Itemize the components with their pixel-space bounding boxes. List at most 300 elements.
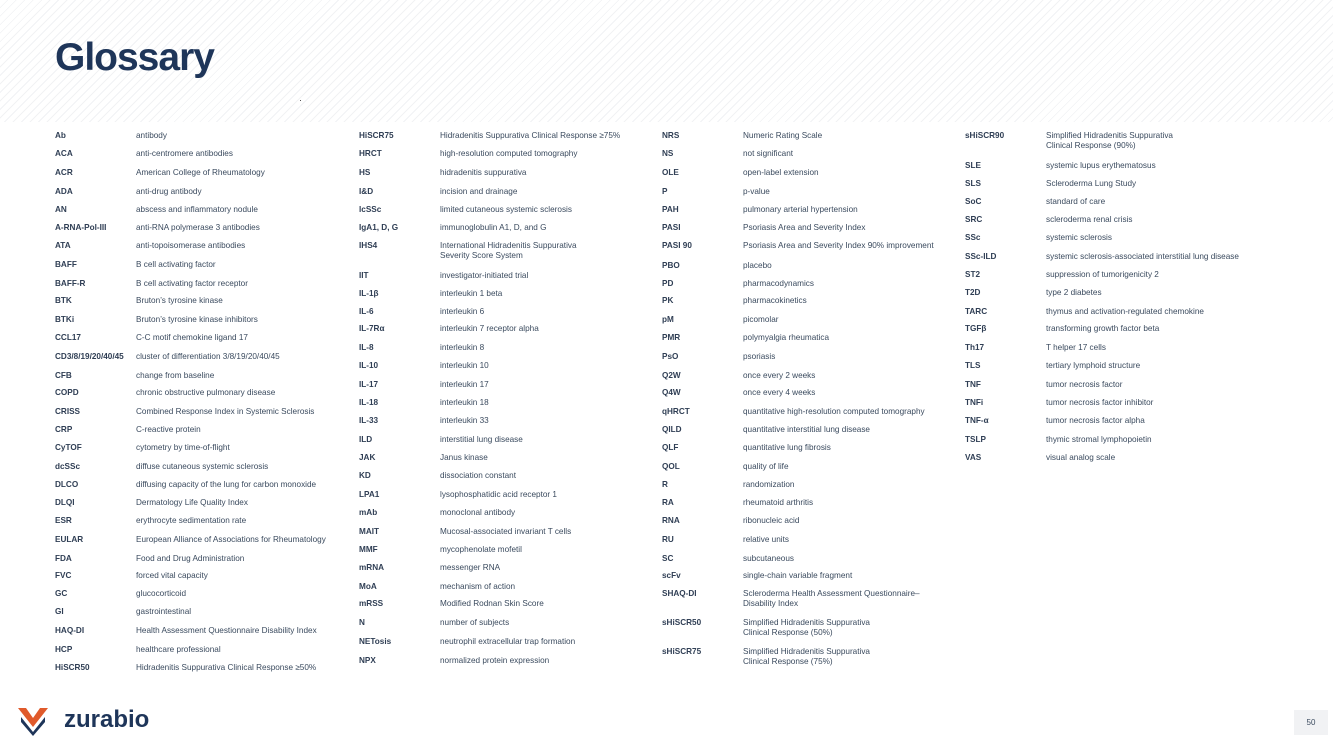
glossary-abbreviation: RU	[662, 535, 674, 544]
glossary-abbreviation: ACA	[55, 149, 73, 158]
glossary-definition: suppression of tumorigenicity 2	[1046, 270, 1159, 279]
glossary-definition: Mucosal-associated invariant T cells	[440, 527, 572, 536]
glossary-entry	[55, 554, 244, 564]
glossary-entry	[55, 187, 202, 197]
glossary-abbreviation: IL-17	[359, 380, 379, 389]
glossary-entry	[359, 471, 516, 481]
glossary-entry	[965, 270, 1159, 280]
glossary-entry	[359, 527, 571, 537]
glossary-entry	[662, 296, 807, 306]
glossary-abbreviation: ST2	[965, 270, 981, 279]
glossary-entry	[662, 352, 775, 362]
glossary-entry	[359, 168, 526, 178]
glossary-entry	[359, 637, 575, 647]
glossary-abbreviation: JAK	[359, 453, 376, 462]
glossary-entry	[662, 407, 925, 417]
glossary-entry	[359, 490, 557, 500]
glossary-definition: tumor necrosis factor	[1046, 380, 1123, 389]
glossary-definition: quantitative high-resolution computed tomography	[743, 407, 925, 416]
glossary-definition: mechanism of action	[440, 582, 516, 591]
glossary-entry	[359, 205, 572, 215]
glossary-definition: quality of life	[743, 462, 789, 471]
glossary-entry	[662, 371, 815, 381]
glossary-abbreviation: RA	[662, 498, 674, 507]
glossary-entry	[55, 607, 191, 617]
glossary-definition: tumor necrosis factor inhibitor	[1046, 398, 1154, 407]
glossary-definition: forced vital capacity	[136, 571, 208, 580]
glossary-abbreviation: IL-18	[359, 398, 379, 407]
glossary-entry	[965, 131, 1173, 151]
glossary-definition: quantitative lung fibrosis	[743, 443, 831, 452]
glossary-entry	[55, 333, 248, 343]
glossary-definition: mycophenolate mofetil	[440, 545, 522, 554]
glossary-abbreviation: TNFi	[965, 398, 984, 407]
glossary-abbreviation: SLS	[965, 179, 981, 188]
glossary-definition: Bruton’s tyrosine kinase	[136, 296, 223, 305]
glossary-entry	[359, 149, 577, 159]
glossary-abbreviation: IL-1β	[359, 289, 379, 298]
glossary-definition: European Alliance of Associations for Rheumatology	[136, 535, 326, 544]
glossary-abbreviation: Q4W	[662, 388, 681, 397]
glossary-abbreviation: SHAQ-DI	[662, 589, 697, 598]
glossary-abbreviation: TSLP	[965, 435, 986, 444]
glossary-definition: thymus and activation-regulated chemokine	[1046, 307, 1204, 316]
glossary-definition: gastrointestinal	[136, 607, 192, 616]
glossary-entry	[55, 371, 214, 381]
glossary-entry	[662, 571, 852, 581]
glossary-entry	[662, 149, 793, 159]
glossary-abbreviation: DLCO	[55, 480, 79, 489]
glossary-abbreviation: GC	[55, 589, 68, 598]
glossary-abbreviation: N	[359, 618, 365, 627]
glossary-entry	[965, 435, 1152, 445]
glossary-definition: interstitial lung disease	[440, 435, 523, 444]
glossary-abbreviation: BAFF	[55, 260, 77, 269]
glossary-definition: Food and Drug Administration	[136, 554, 245, 563]
glossary-definition: Scleroderma Health Assessment Questionnaire– Disability Index	[743, 589, 920, 608]
glossary-entry	[55, 425, 201, 435]
glossary-entry	[965, 179, 1136, 189]
glossary-entry	[965, 233, 1112, 243]
glossary-definition: open-label extension	[743, 168, 819, 177]
glossary-definition: cytometry by time-of-flight	[136, 443, 230, 452]
glossary-definition: Scleroderma Lung Study	[1046, 179, 1137, 188]
glossary-abbreviation: SC	[662, 554, 674, 563]
glossary-entry	[965, 215, 1132, 225]
glossary-abbreviation: QOL	[662, 462, 680, 471]
glossary-entry	[662, 535, 789, 545]
glossary-entry	[965, 307, 1204, 317]
glossary-definition: messenger RNA	[440, 563, 501, 572]
glossary-abbreviation: CCL17	[55, 333, 81, 342]
glossary-definition: antibody	[136, 131, 167, 140]
glossary-abbreviation: BTK	[55, 296, 72, 305]
glossary-abbreviation: lcSSc	[359, 205, 382, 214]
glossary-abbreviation: sHiSCR90	[965, 131, 1005, 140]
glossary-abbreviation: PD	[662, 279, 674, 288]
glossary-abbreviation: BTKi	[55, 315, 75, 324]
glossary-definition: abscess and inflammatory nodule	[136, 205, 258, 214]
glossary-definition: B cell activating factor	[136, 260, 216, 269]
glossary-abbreviation: P	[662, 187, 668, 196]
glossary-entry	[55, 388, 275, 398]
glossary-entry	[359, 398, 489, 408]
glossary-definition: anti-RNA polymerase 3 antibodies	[136, 223, 260, 232]
glossary-definition: neutrophil extracellular trap formation	[440, 637, 576, 646]
glossary-definition: healthcare professional	[136, 645, 221, 654]
glossary-definition: change from baseline	[136, 371, 215, 380]
glossary-definition: Janus kinase	[440, 453, 488, 462]
glossary-definition: interleukin 6	[440, 307, 485, 316]
glossary-definition: picomolar	[743, 315, 779, 324]
glossary-definition: anti-centromere antibodies	[136, 149, 233, 158]
glossary-abbreviation: NS	[662, 149, 674, 158]
glossary-definition: ribonucleic acid	[743, 516, 800, 525]
glossary-abbreviation: HS	[359, 168, 371, 177]
decorative-dot	[300, 100, 301, 101]
glossary-definition: Numeric Rating Scale	[743, 131, 823, 140]
glossary-entry	[359, 599, 544, 609]
glossary-abbreviation: mRSS	[359, 599, 384, 608]
glossary-abbreviation: DLQI	[55, 498, 75, 507]
glossary-definition: Psoriasis Area and Severity Index	[743, 223, 866, 232]
glossary-definition: p-value	[743, 187, 770, 196]
glossary-entry	[55, 315, 258, 325]
glossary-entry	[662, 333, 829, 343]
glossary-definition: standard of care	[1046, 197, 1106, 206]
glossary-abbreviation: SLE	[965, 161, 981, 170]
glossary-definition: investigator-initiated trial	[440, 271, 529, 280]
glossary-abbreviation: HRCT	[359, 149, 382, 158]
glossary-abbreviation: PASI 90	[662, 241, 692, 250]
glossary-abbreviation: TLS	[965, 361, 981, 370]
glossary-abbreviation: SSc	[965, 233, 981, 242]
glossary-abbreviation: SSc-ILD	[965, 252, 997, 261]
glossary-abbreviation: sHiSCR75	[662, 647, 702, 656]
glossary-definition: C-reactive protein	[136, 425, 201, 434]
glossary-definition: cluster of differentiation 3/8/19/20/40/45	[136, 352, 280, 361]
glossary-entry	[55, 480, 316, 490]
glossary-entry	[662, 554, 794, 564]
glossary-definition: polymyalgia rheumatica	[743, 333, 830, 342]
glossary-definition: high-resolution computed tomography	[440, 149, 578, 158]
glossary-entry	[359, 131, 620, 141]
glossary-definition: anti-topoisomerase antibodies	[136, 241, 246, 250]
glossary-entry	[965, 416, 1145, 426]
glossary-entry	[359, 453, 488, 463]
glossary-abbreviation: T2D	[965, 288, 981, 297]
glossary-entry	[965, 288, 1102, 298]
glossary-entry	[359, 241, 577, 261]
glossary-definition: pharmacodynamics	[743, 279, 814, 288]
glossary-entry	[662, 388, 815, 398]
glossary-definition: anti-drug antibody	[136, 187, 202, 196]
glossary-entry	[662, 618, 870, 638]
glossary-abbreviation: QILD	[662, 425, 682, 434]
glossary-abbreviation: A-RNA-Pol-III	[55, 223, 107, 232]
glossary-abbreviation: PK	[662, 296, 674, 305]
glossary-definition: interleukin 10	[440, 361, 489, 370]
glossary-definition: placebo	[743, 261, 772, 270]
glossary-definition: interleukin 7 receptor alpha	[440, 324, 539, 333]
glossary-entry	[662, 315, 779, 325]
glossary-definition: Health Assessment Questionnaire Disability Index	[136, 626, 317, 635]
glossary-entry	[359, 289, 502, 299]
glossary-abbreviation: NRS	[662, 131, 680, 140]
glossary-definition: Psoriasis Area and Severity Index 90% improvement	[743, 241, 934, 250]
glossary-abbreviation: KD	[359, 471, 371, 480]
glossary-entry	[662, 187, 770, 197]
glossary-abbreviation: PMR	[662, 333, 681, 342]
glossary-definition: transforming growth factor beta	[1046, 324, 1160, 333]
glossary-entry	[359, 223, 547, 233]
glossary-abbreviation: CyTOF	[55, 443, 82, 452]
glossary-definition: normalized protein expression	[440, 656, 550, 665]
glossary-abbreviation: BAFF-R	[55, 279, 86, 288]
glossary-definition: quantitative interstitial lung disease	[743, 425, 870, 434]
glossary-definition: once every 2 weeks	[743, 371, 816, 380]
glossary-abbreviation: HiSCR50	[55, 663, 90, 672]
glossary-definition: subcutaneous	[743, 554, 794, 563]
glossary-entry	[55, 407, 314, 417]
glossary-entry	[55, 149, 233, 159]
glossary-definition: Bruton’s tyrosine kinase inhibitors	[136, 315, 258, 324]
glossary-abbreviation: CFB	[55, 371, 72, 380]
glossary-definition: erythrocyte sedimentation rate	[136, 516, 247, 525]
glossary-abbreviation: RNA	[662, 516, 680, 525]
glossary-definition: thymic stromal lymphopoietin	[1046, 435, 1152, 444]
glossary-definition: diffusing capacity of the lung for carbon monoxide	[136, 480, 317, 489]
glossary-abbreviation: COPD	[55, 388, 79, 397]
glossary-abbreviation: mAb	[359, 508, 378, 517]
glossary-abbreviation: ILD	[359, 435, 373, 444]
glossary-entry	[359, 324, 539, 334]
glossary-abbreviation: TNF-α	[965, 416, 989, 425]
glossary-definition: glucocorticoid	[136, 589, 187, 598]
page-title: Glossary	[55, 36, 214, 79]
glossary-abbreviation: MAIT	[359, 527, 380, 536]
glossary-definition: not significant	[743, 149, 794, 158]
glossary-entry	[965, 361, 1140, 371]
glossary-entry	[55, 131, 167, 141]
glossary-definition: interleukin 17	[440, 380, 489, 389]
glossary-entry	[662, 131, 822, 141]
glossary-entry	[965, 398, 1153, 408]
glossary-definition: number of subjects	[440, 618, 510, 627]
glossary-abbreviation: MoA	[359, 582, 377, 591]
glossary-abbreviation: HCP	[55, 645, 73, 654]
glossary-entry	[965, 343, 1106, 353]
glossary-abbreviation: CRP	[55, 425, 73, 434]
glossary-definition: Simplified Hidradenitis Suppurativa Clinical Response (90%)	[1046, 131, 1173, 150]
glossary-entry	[55, 205, 258, 215]
glossary-definition: randomization	[743, 480, 795, 489]
glossary-abbreviation: IL-6	[359, 307, 374, 316]
glossary-abbreviation: ACR	[55, 168, 73, 177]
glossary-definition: Modified Rodnan Skin Score	[440, 599, 544, 608]
glossary-abbreviation: FDA	[55, 554, 72, 563]
glossary-entry	[55, 535, 326, 545]
glossary-entry	[55, 241, 245, 251]
glossary-abbreviation: PAH	[662, 205, 679, 214]
glossary-abbreviation: EULAR	[55, 535, 84, 544]
glossary-definition: B cell activating factor receptor	[136, 279, 248, 288]
page-number: 50	[1294, 710, 1328, 735]
glossary-entry	[359, 618, 509, 628]
glossary-abbreviation: I&D	[359, 187, 374, 196]
glossary-entry	[359, 582, 515, 592]
glossary-entry	[55, 571, 208, 581]
glossary-entry	[662, 498, 813, 508]
glossary-entry	[55, 443, 230, 453]
glossary-abbreviation: IIT	[359, 271, 369, 280]
glossary-definition: scleroderma renal crisis	[1046, 215, 1133, 224]
glossary-definition: once every 4 weeks	[743, 388, 816, 397]
glossary-definition: Simplified Hidradenitis Suppurativa Clinical Response (75%)	[743, 647, 870, 666]
glossary-definition: American College of Rheumatology	[136, 168, 265, 177]
glossary-definition: relative units	[743, 535, 789, 544]
glossary-entry	[359, 656, 549, 666]
glossary-abbreviation: R	[662, 480, 668, 489]
glossary-entry	[359, 508, 515, 518]
glossary-definition: systemic sclerosis	[1046, 233, 1112, 242]
glossary-definition: T helper 17 cells	[1046, 343, 1106, 352]
glossary-abbreviation: GI	[55, 607, 64, 616]
glossary-entry	[55, 260, 216, 270]
glossary-abbreviation: VAS	[965, 453, 982, 462]
glossary-abbreviation: Ab	[55, 131, 66, 140]
glossary-entry	[359, 380, 489, 390]
glossary-definition: tertiary lymphoid structure	[1046, 361, 1141, 370]
glossary-abbreviation: sHiSCR50	[662, 618, 702, 627]
glossary-entry	[359, 271, 528, 281]
glossary-entry	[662, 647, 870, 667]
glossary-definition: diffuse cutaneous systemic sclerosis	[136, 462, 269, 471]
glossary-abbreviation: AN	[55, 205, 67, 214]
glossary-entry	[359, 307, 484, 317]
glossary-abbreviation: SoC	[965, 197, 982, 206]
glossary-abbreviation: TARC	[965, 307, 988, 316]
glossary-entry	[55, 498, 248, 508]
glossary-entry	[359, 416, 489, 426]
glossary-entry	[662, 279, 814, 289]
glossary-entry	[55, 663, 316, 673]
glossary-abbreviation: LPA1	[359, 490, 380, 499]
glossary-definition: incision and drainage	[440, 187, 518, 196]
glossary-entry	[965, 453, 1115, 463]
glossary-entry	[55, 645, 221, 655]
glossary-definition: single-chain variable fragment	[743, 571, 853, 580]
glossary-entry	[965, 197, 1105, 207]
glossary-definition: psoriasis	[743, 352, 776, 361]
glossary-entry	[662, 480, 794, 490]
glossary-abbreviation: PASI	[662, 223, 681, 232]
glossary-abbreviation: CD3/8/19/20/40/45	[55, 352, 124, 361]
glossary-definition: C-C motif chemokine ligand 17	[136, 333, 248, 342]
glossary-abbreviation: SRC	[965, 215, 983, 224]
glossary-entry	[662, 516, 799, 526]
glossary-definition: Combined Response Index in Systemic Sclerosis	[136, 407, 315, 416]
glossary-entry	[359, 343, 484, 353]
glossary-abbreviation: OLE	[662, 168, 679, 177]
glossary-abbreviation: Q2W	[662, 371, 681, 380]
glossary-abbreviation: pM	[662, 315, 674, 324]
glossary-abbreviation: IL-7Rα	[359, 324, 385, 333]
glossary-abbreviation: mRNA	[359, 563, 385, 572]
glossary-definition: systemic lupus erythematosus	[1046, 161, 1156, 170]
glossary-entry	[55, 279, 248, 289]
glossary-definition: pulmonary arterial hypertension	[743, 205, 858, 214]
glossary-abbreviation: FVC	[55, 571, 72, 580]
glossary-entry	[662, 261, 772, 271]
glossary-entry	[965, 161, 1156, 171]
glossary-entry	[55, 352, 280, 362]
glossary-abbreviation: MMF	[359, 545, 378, 554]
glossary-entry	[55, 589, 186, 599]
glossary-abbreviation: NETosis	[359, 637, 392, 646]
glossary-entry	[55, 223, 260, 233]
glossary-entry	[662, 205, 858, 215]
glossary-entry	[662, 223, 865, 233]
glossary-definition: type 2 diabetes	[1046, 288, 1102, 297]
glossary-abbreviation: HAQ-DI	[55, 626, 85, 635]
glossary-entry	[965, 380, 1122, 390]
glossary-abbreviation: qHRCT	[662, 407, 690, 416]
glossary-definition: interleukin 1 beta	[440, 289, 503, 298]
glossary-abbreviation: IHS4	[359, 241, 378, 250]
glossary-abbreviation: QLF	[662, 443, 679, 452]
glossary-definition: Hidradenitis Suppurativa Clinical Response ≥75%	[440, 131, 621, 140]
brand-name: zurabio	[64, 706, 150, 733]
glossary-entry	[55, 516, 246, 526]
glossary-abbreviation: dcSSc	[55, 462, 81, 471]
glossary-abbreviation: IL-10	[359, 361, 379, 370]
glossary-definition: monoclonal antibody	[440, 508, 516, 517]
glossary-abbreviation: scFv	[662, 571, 681, 580]
glossary-abbreviation: CRISS	[55, 407, 81, 416]
zurabio-logo-icon	[16, 705, 50, 737]
glossary-entry	[359, 435, 523, 445]
glossary-definition: visual analog scale	[1046, 453, 1116, 462]
glossary-definition: chronic obstructive pulmonary disease	[136, 388, 276, 397]
glossary-abbreviation: ESR	[55, 516, 72, 525]
glossary-entry	[662, 425, 870, 435]
glossary-entry	[55, 462, 268, 472]
glossary-entry	[359, 361, 489, 371]
glossary-abbreviation: IL-8	[359, 343, 374, 352]
glossary-entry	[55, 626, 317, 636]
glossary-definition: hidradenitis suppurativa	[440, 168, 527, 177]
glossary-definition: interleukin 8	[440, 343, 485, 352]
glossary-definition: interleukin 33	[440, 416, 489, 425]
glossary-entry	[359, 187, 517, 197]
glossary-entry	[965, 252, 1239, 262]
glossary-entry	[662, 589, 920, 609]
glossary-definition: Simplified Hidradenitis Suppurativa Clinical Response (50%)	[743, 618, 870, 637]
glossary-entry	[662, 462, 789, 472]
glossary-definition: immunoglobulin A1, D, and G	[440, 223, 547, 232]
glossary-definition: tumor necrosis factor alpha	[1046, 416, 1145, 425]
glossary-entry	[662, 443, 831, 453]
glossary-entry	[965, 324, 1159, 334]
glossary-abbreviation: TNF	[965, 380, 981, 389]
glossary-entry	[662, 241, 934, 251]
glossary-abbreviation: ADA	[55, 187, 73, 196]
glossary-abbreviation: HiSCR75	[359, 131, 394, 140]
glossary-definition: Dermatology Life Quality Index	[136, 498, 248, 507]
glossary-entry	[55, 168, 265, 178]
glossary-abbreviation: ATA	[55, 241, 71, 250]
